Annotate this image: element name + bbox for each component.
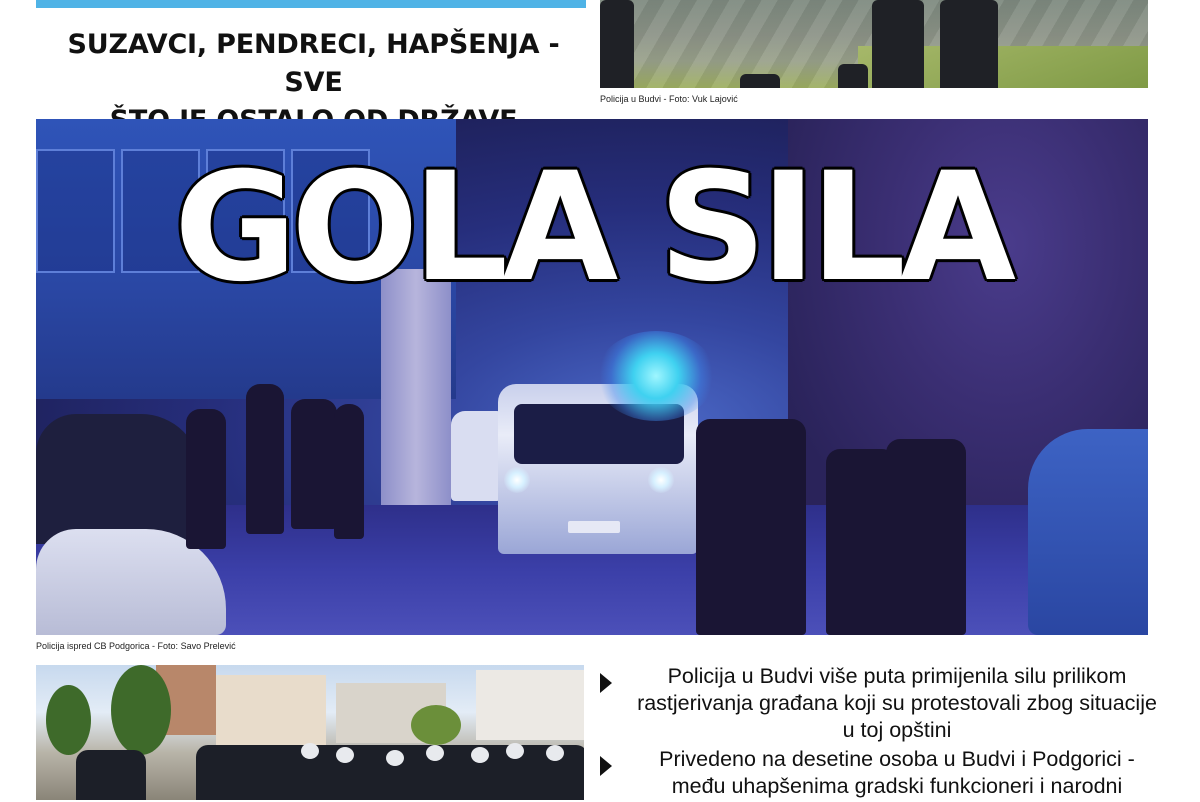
blue-car xyxy=(1028,429,1148,635)
bottom-photo[interactable] xyxy=(36,665,584,800)
parked-car xyxy=(451,411,501,501)
triangle-bullet-icon xyxy=(600,673,612,693)
bullet-text: Privedeno na desetine osoba u Budvi i Podgorici - među uhapšenima gradski funkcioneri i narodni xyxy=(659,747,1135,798)
triangle-bullet-icon xyxy=(600,756,612,776)
secondary-headline-line-1: SUZAVCI, PENDRECI, HAPŠENJA - SVE xyxy=(67,29,560,98)
top-photo[interactable] xyxy=(600,0,1148,88)
police-officer-silhouette xyxy=(696,419,806,635)
riot-police-group xyxy=(76,750,146,800)
police-officer-figure xyxy=(600,0,634,88)
person-silhouette xyxy=(186,409,226,549)
helmet xyxy=(386,750,404,766)
bullet-list xyxy=(598,663,1158,802)
bullet-item[interactable] xyxy=(598,746,1158,800)
main-headline[interactable]: GOLA SILA xyxy=(173,141,1011,315)
tree xyxy=(111,665,171,755)
police-officer-figure xyxy=(872,0,924,88)
building xyxy=(216,675,326,745)
helmet xyxy=(471,747,489,763)
top-photo-caption: Policija u Budvi - Foto: Vuk Lajović xyxy=(600,94,738,104)
helmet xyxy=(426,745,444,761)
headlight xyxy=(648,467,674,493)
license-plate xyxy=(568,521,620,533)
person-silhouette xyxy=(246,384,284,534)
main-photo-caption: Policija ispred CB Podgorica - Foto: Savo Prelević xyxy=(36,641,236,651)
tree xyxy=(411,705,461,745)
tree xyxy=(46,685,91,755)
accent-strip xyxy=(36,0,586,8)
dark-car xyxy=(36,414,201,544)
bullet-item[interactable] xyxy=(598,663,1158,744)
helmet xyxy=(301,743,319,759)
police-officer-figure xyxy=(940,0,998,88)
helmet xyxy=(546,745,564,761)
helmet xyxy=(336,747,354,763)
police-officer-figure xyxy=(740,74,780,88)
police-officer-figure xyxy=(838,64,868,88)
police-officer-silhouette xyxy=(886,439,966,635)
building xyxy=(476,670,584,740)
bullet-text: Policija u Budvi više puta primijenila silu prilikom rastjerivanja građana koji su protestovali zbog situacije u toj opštini xyxy=(637,664,1157,742)
helmet xyxy=(506,743,524,759)
person-silhouette xyxy=(334,404,364,539)
person-silhouette xyxy=(291,399,337,529)
siren-light xyxy=(596,331,716,421)
headlight xyxy=(504,467,530,493)
